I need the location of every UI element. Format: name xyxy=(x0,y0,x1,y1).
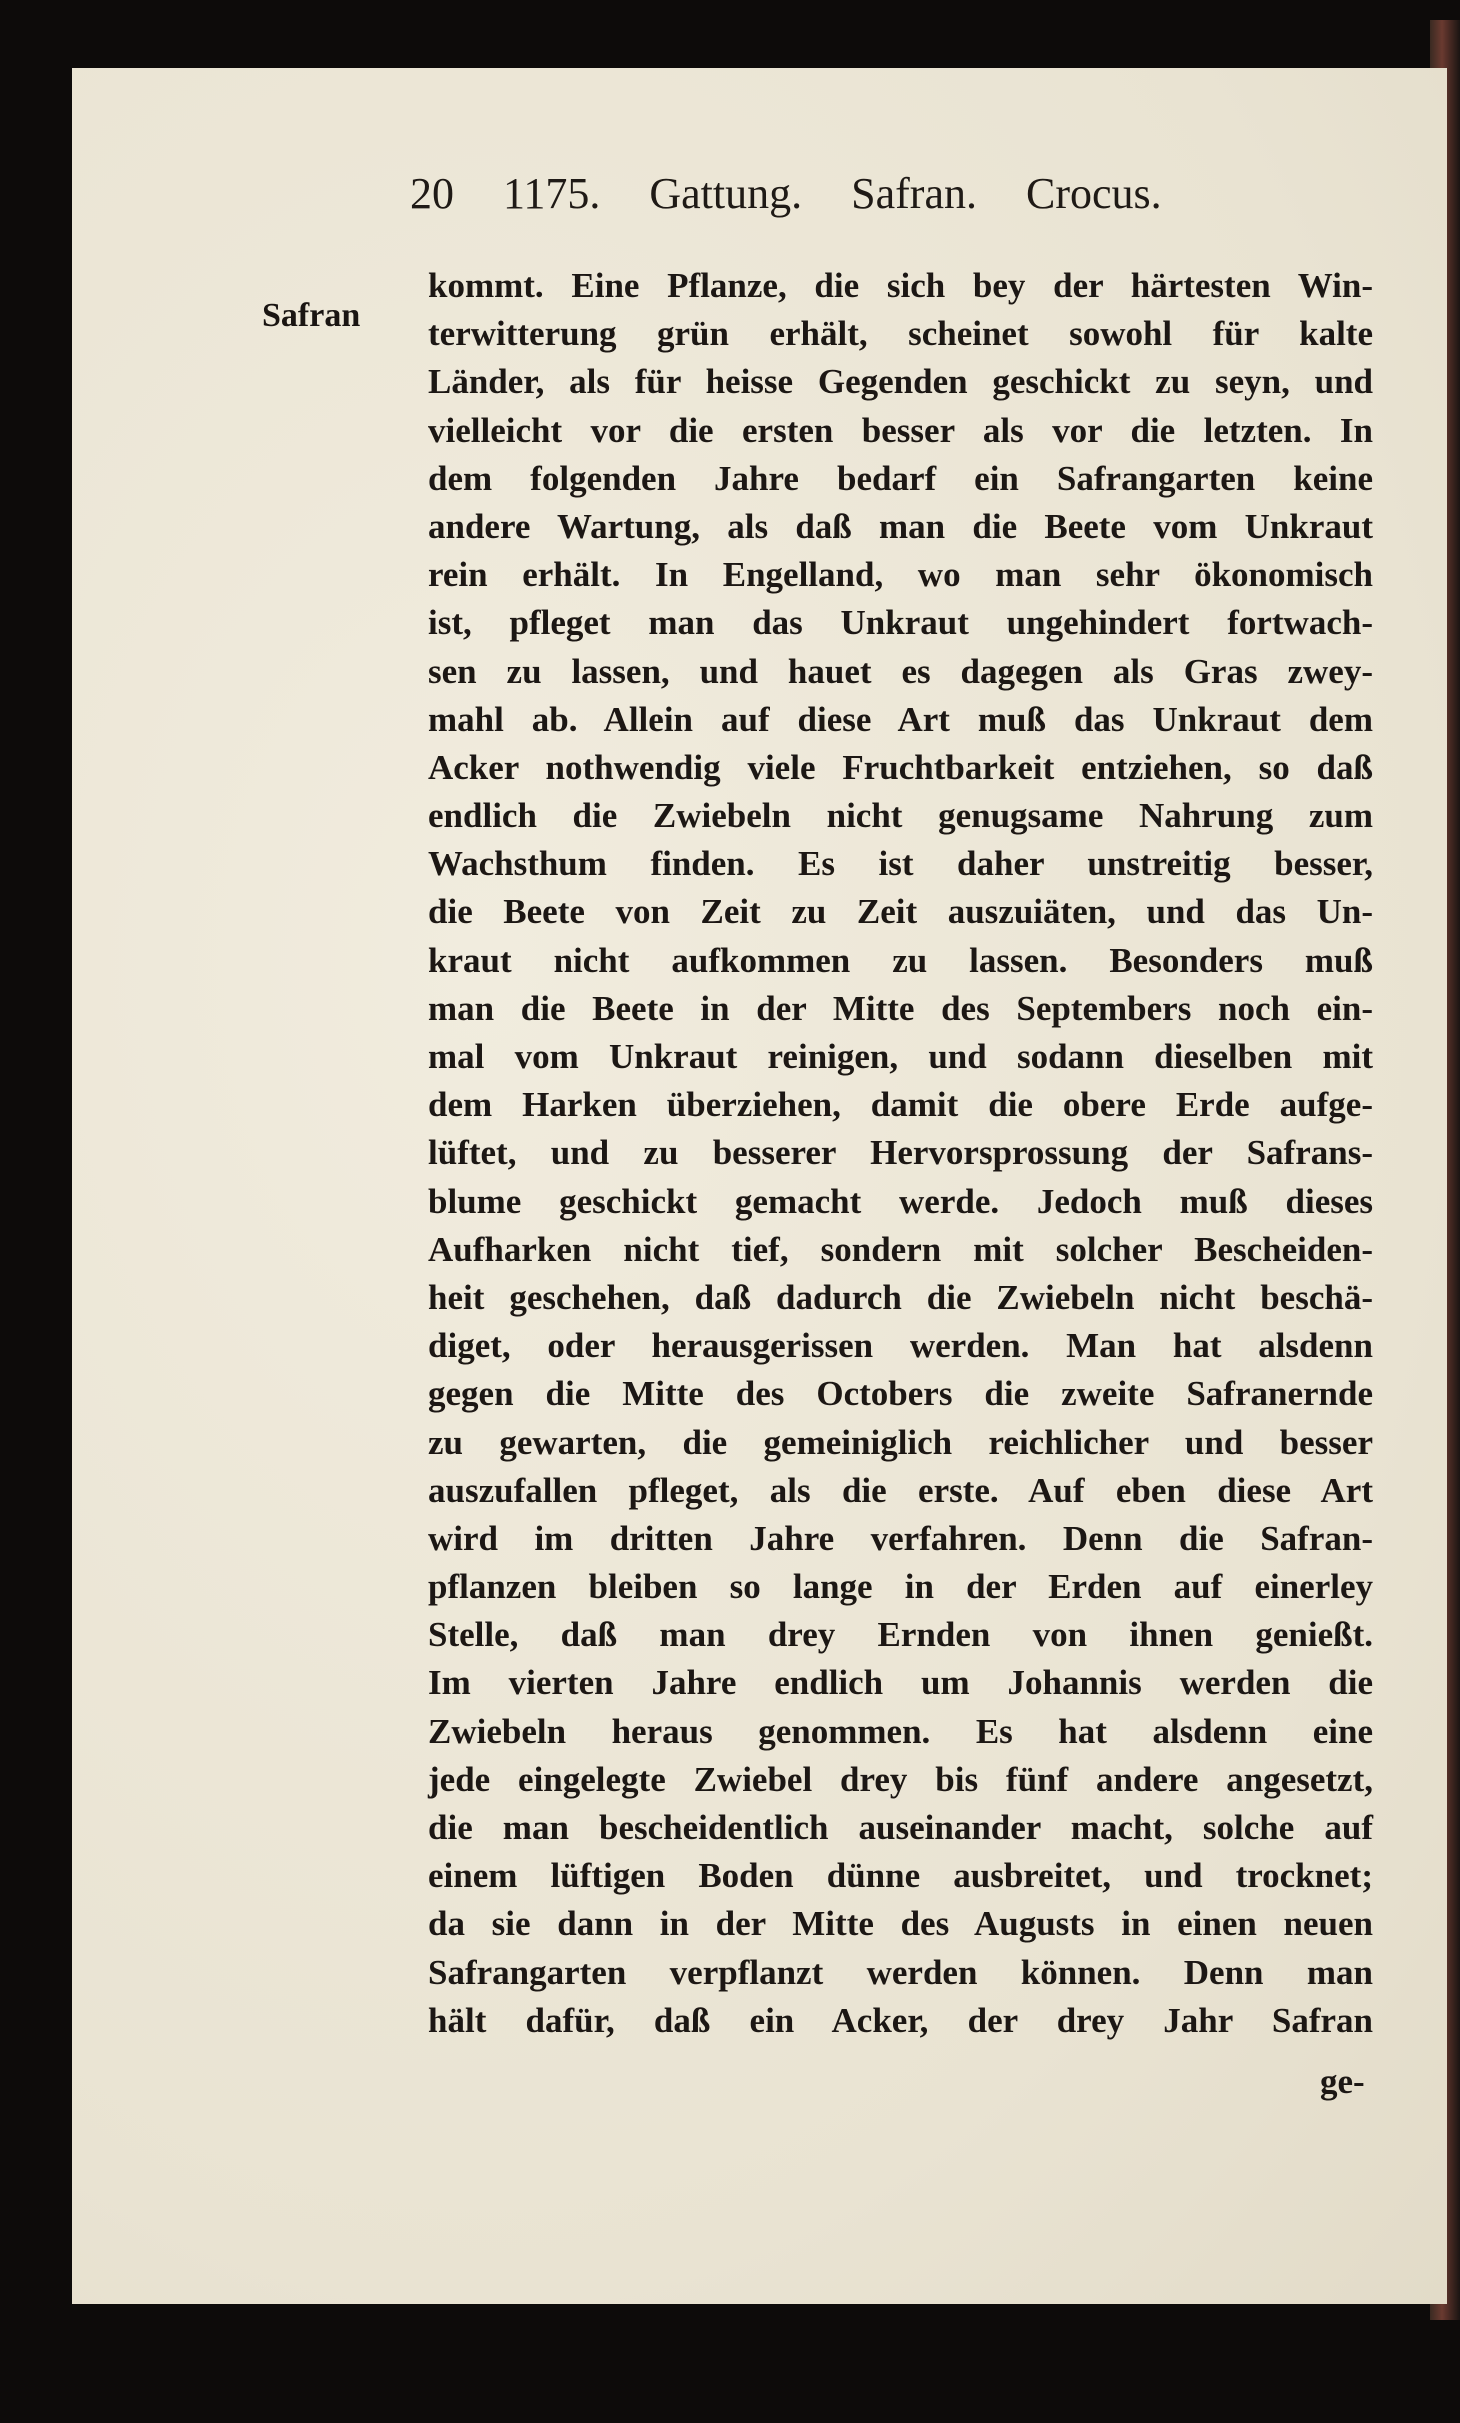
text-line: dem folgenden Jahre bedarf ein Safrangarten keine xyxy=(428,458,1373,498)
text-line: dem Harken überziehen, damit die obere Erde aufge- xyxy=(428,1085,1373,1125)
text-line: Stelle, daß man drey Ernden von ihnen genießt. xyxy=(428,1615,1373,1655)
text-line: man die Beete in der Mitte des Septembers noch ein- xyxy=(428,988,1373,1028)
text-line: blume geschickt gemacht werde. Jedoch muß dieses xyxy=(428,1181,1373,1221)
text-line: rein erhält. In Engelland, wo man sehr ökonomisch xyxy=(428,555,1373,595)
text-line: die man bescheidentlich auseinander macht, solche auf xyxy=(428,1808,1373,1847)
text-line: hält dafür, daß ein Acker, der drey Jahr Safran xyxy=(428,2000,1373,2040)
text-line: Acker nothwendig viele Fruchtbarkeit entziehen, so daß xyxy=(428,747,1373,787)
text-line: mahl ab. Allein auf diese Art muß das Unkraut dem xyxy=(428,699,1373,739)
text-line: heit geschehen, daß dadurch die Zwiebeln nicht beschä- xyxy=(428,1277,1373,1317)
text-line: Wachsthum finden. Es ist daher unstreitig besser, xyxy=(428,844,1373,884)
text-line: endlich die Zwiebeln nicht genugsame Nahrung zum xyxy=(428,796,1373,836)
text-line: ist, pfleget man das Unkraut ungehindert fortwach- xyxy=(428,603,1373,643)
text-line: Safrangarten verpflanzt werden können. Denn man xyxy=(428,1952,1373,1992)
text-line: pflanzen bleiben so lange in der Erden auf einerley xyxy=(428,1567,1373,1607)
text-line: diget, oder herausgerissen werden. Man hat alsdenn xyxy=(428,1326,1373,1366)
german-name: Safran. xyxy=(851,169,977,218)
text-line: zu gewarten, die gemeiniglich reichlicher und besser xyxy=(428,1422,1373,1462)
text-line: lüftet, und zu besserer Hervorsprossung der Safrans- xyxy=(428,1133,1373,1173)
text-line: Zwiebeln heraus genommen. Es hat alsdenn eine xyxy=(428,1711,1373,1751)
text-line: jede eingelegte Zwiebel drey bis fünf andere angesetzt, xyxy=(428,1759,1373,1799)
genus-word: Gattung. xyxy=(649,169,803,218)
text-line: Im vierten Jahre endlich um Johannis werden die xyxy=(428,1663,1373,1703)
text-line: die Beete von Zeit zu Zeit auszuiäten, und das Un- xyxy=(428,892,1373,932)
text-line: mal vom Unkraut reinigen, und sodann dieselben mit xyxy=(428,1037,1373,1076)
genus-number: 1175. xyxy=(503,169,601,218)
running-header xyxy=(410,168,1290,220)
catchword: ge- xyxy=(1320,2062,1365,2101)
margin-note: Safran xyxy=(262,297,361,334)
body-text xyxy=(428,262,1373,2045)
text-line: sen zu lassen, und hauet es dagegen als Gras zwey- xyxy=(428,651,1373,691)
text-line: andere Wartung, als daß man die Beete vom Unkraut xyxy=(428,506,1373,546)
text-line: gegen die Mitte des Octobers die zweite Safranernde xyxy=(428,1374,1373,1414)
text-line: vielleicht vor die ersten besser als vor die letzten. In xyxy=(428,410,1373,450)
latin-name: Crocus. xyxy=(1025,169,1162,218)
text-line: Länder, als für heisse Gegenden geschickt zu seyn, und xyxy=(428,362,1373,402)
text-line: einem lüftigen Boden dünne ausbreitet, und trocknet; xyxy=(428,1856,1373,1896)
text-line: auszufallen pfleget, als die erste. Auf eben diese Art xyxy=(428,1470,1373,1510)
text-line: wird im dritten Jahre verfahren. Denn die Safran- xyxy=(428,1518,1373,1558)
text-line: kraut nicht aufkommen zu lassen. Besonders muß xyxy=(428,940,1373,980)
text-line: terwitterung grün erhält, scheinet sowohl für kalte xyxy=(428,314,1373,354)
text-line: da sie dann in der Mitte des Augusts in einen neuen xyxy=(428,1904,1373,1944)
text-line: kommt. Eine Pflanze, die sich bey der härtesten Win- xyxy=(428,266,1373,305)
text-line: Aufharken nicht tief, sondern mit solcher Bescheiden- xyxy=(428,1229,1373,1269)
page-number: 20 xyxy=(410,169,454,218)
